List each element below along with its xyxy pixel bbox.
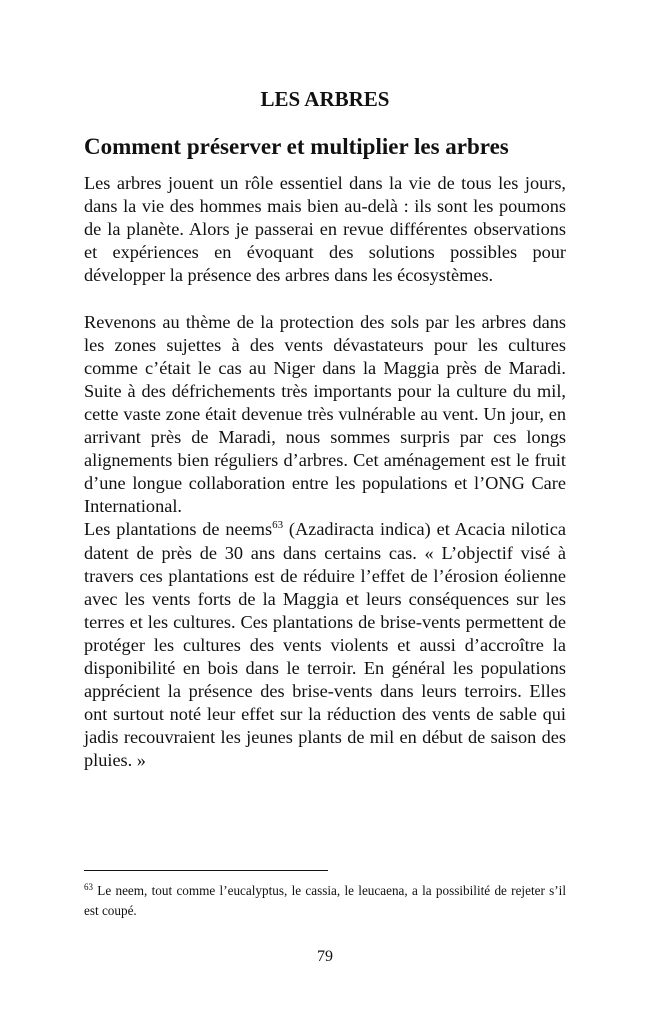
footnote-reference: 63 xyxy=(272,519,284,532)
paragraph-maradi: Revenons au thème de la protection des sols par les arbres dans les zones sujettes à des vents dévastateurs pour les cultures comme c’était le cas au Niger dans la Maggia près de Maradi. Suite à des défrichements très importants pour la culture du mil, cette vaste zone était devenue très vulnérable au vent. Un jour, en arrivant près de Maradi, nous sommes surpris par ces longs alignements bien réguliers d’arbres. Cet aménagement est le fruit d’une longue collaboration entre les populations et l’ONG Care International. xyxy=(84,311,566,517)
paragraph-intro: Les arbres jouent un rôle essentiel dans la vie de tous les jours, dans la vie des hommes mais bien au-delà : ils sont les poumons de la planète. Alors je passerai en revue différentes observations et expériences en évoquant des solutions possibles pour développer la présence des arbres dans les écosystèmes. xyxy=(84,173,566,286)
paragraph-gap xyxy=(84,287,566,310)
page-number: 79 xyxy=(317,948,333,965)
footnote xyxy=(84,881,566,921)
footnote-text: Le neem, tout comme l’eucalyptus, le cassia, le leucaena, a la possibilité de rejeter s’il est coupé. xyxy=(84,883,566,918)
footnote-number: 63 xyxy=(84,882,93,892)
footnote-divider xyxy=(84,870,328,871)
paragraph-plantations-rest: (Azadiracta indica) et Acacia nilotica datent de près de 30 ans dans certains cas. « L’objectif visé à travers ces plantations est de réduire l’effet de l’érosion éolienne avec les vents forts de la Maggia et leurs conséquences sur les terres et les cultures. Ces plantations de brise-vents permettent de protéger les cultures des vents violents et aussi d’accroître la disponibilité en bois dans le terroir. En général les populations apprécient la présence des brise-vents dans leurs terroirs. Elles ont surtout noté leur effet sur la réduction des vents de sable qui jadis recouvraient les jeunes plants de mil en début de saison des pluies. » xyxy=(84,519,566,771)
body-text xyxy=(84,172,566,772)
chapter-title: LES ARBRES xyxy=(260,87,390,111)
paragraph-plantations xyxy=(84,518,566,772)
paragraph-plantations-start: Les plantations de neems xyxy=(84,519,273,540)
section-title: Comment préserver et multiplier les arbres xyxy=(84,134,509,159)
